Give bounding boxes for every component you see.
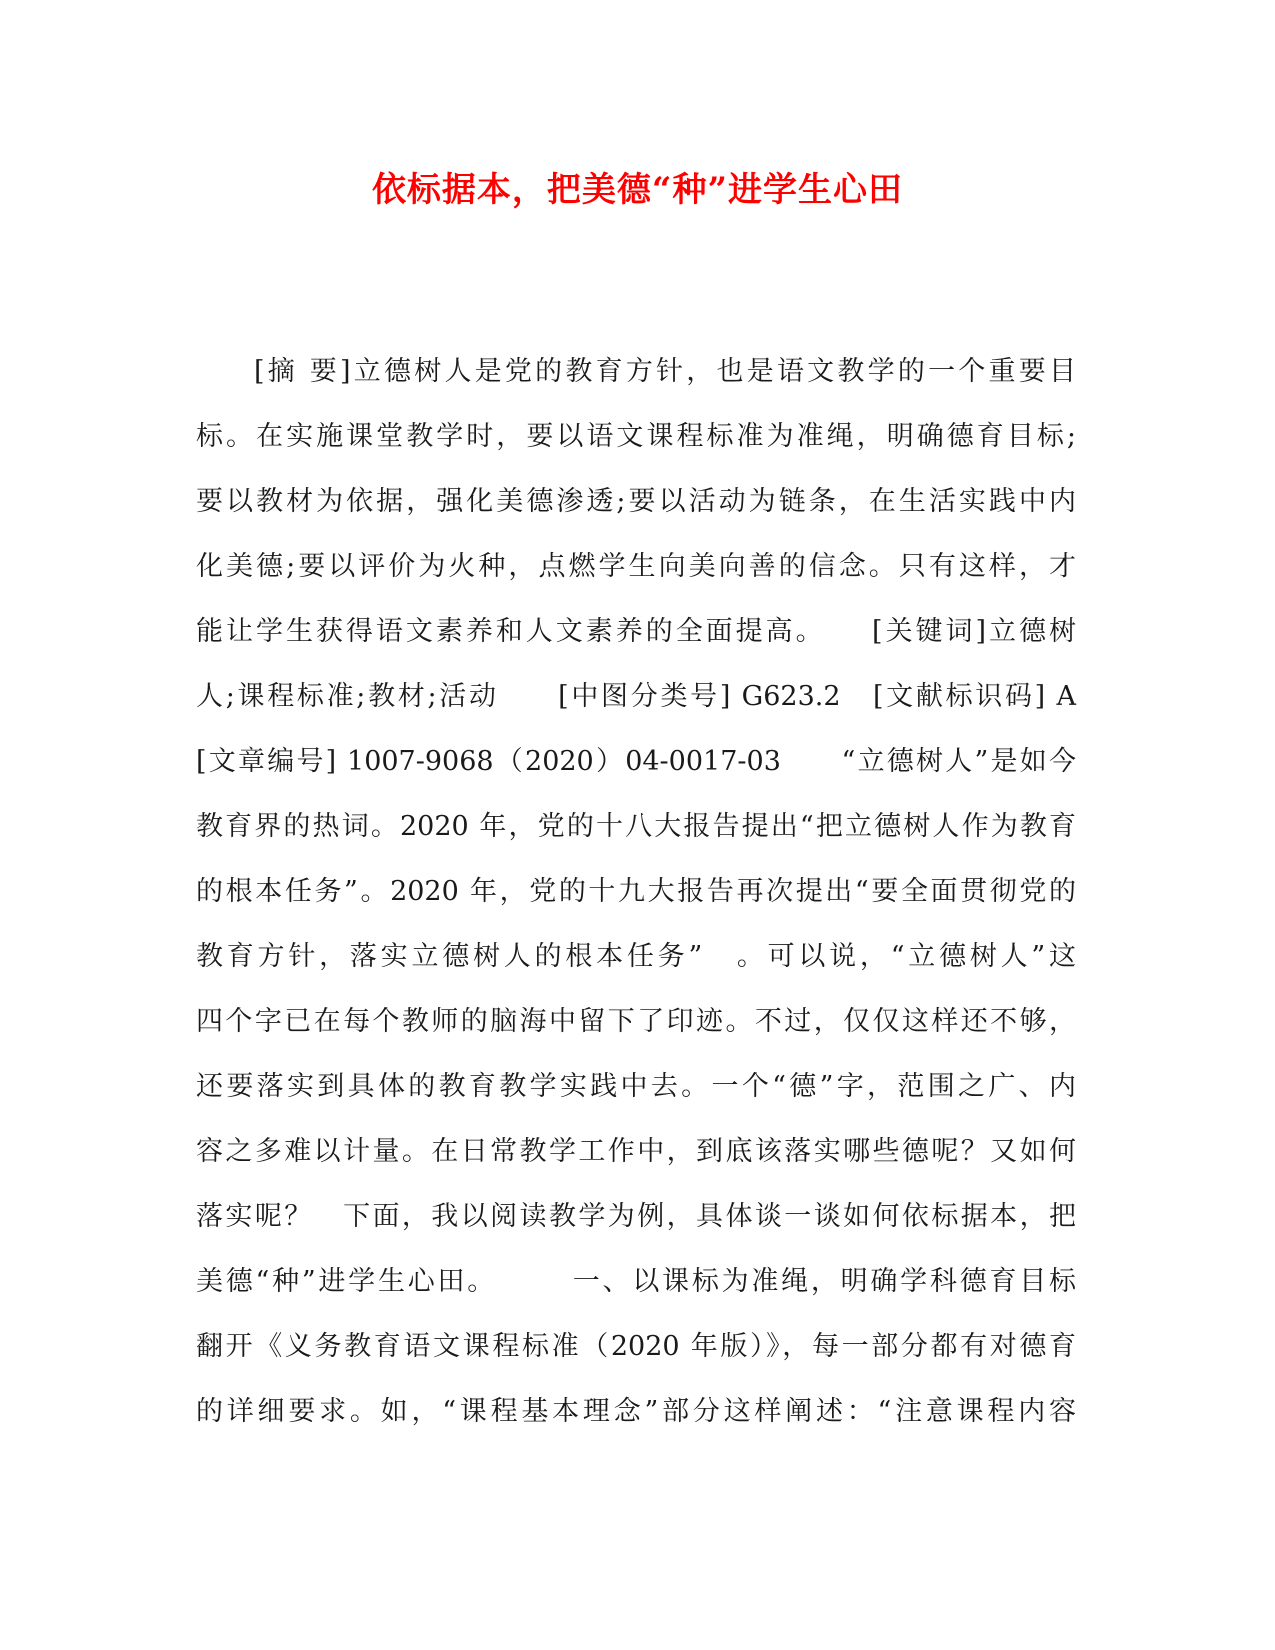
body-line: [摘 要]立德树人是党的教育方针，也是语文教学的一个重要目 [254, 356, 1076, 387]
body-line: 还要落实到具体的教育教学实践中去。一个“德”字，范围之广、内 [196, 1071, 1076, 1102]
body-line: 人;课程标准;教材;活动 [中图分类号] G623.2 [文献标识码] A [196, 681, 1076, 712]
body-line: 落实呢？ 下面，我以阅读教学为例，具体谈一谈如何依标据本，把 [196, 1201, 1076, 1232]
body-line: 翻开《义务教育语文课程标准（2020 年版）》，每一部分都有对德育 [196, 1331, 1076, 1362]
body-line: [文章编号] 1007-9068（2020）04-0017-03 “立德树人”是如今 [196, 746, 1076, 777]
body-line: 容之多难以计量。在日常教学工作中，到底该落实哪些德呢？又如何 [196, 1136, 1076, 1167]
document-title: 依标据本，把美德“种”进学生心田 [371, 170, 904, 210]
body-line: 四个字已在每个教师的脑海中留下了印迹。不过，仅仅这样还不够， [196, 1006, 1076, 1037]
body-text [196, 358, 1076, 1463]
body-line: 的根本任务”。2020 年，党的十九大报告再次提出“要全面贯彻党的 [196, 876, 1076, 907]
body-line: 要以教材为依据，强化美德渗透;要以活动为链条，在生活实践中内 [196, 486, 1076, 517]
body-line: 的详细要求。如，“课程基本理念”部分这样阐述：“注意课程内容 [196, 1396, 1076, 1427]
body-line: 化美德;要以评价为火种，点燃学生向美向善的信念。只有这样，才 [196, 551, 1076, 582]
body-line: 教育方针，落实立德树人的根本任务” 。可以说，“立德树人”这 [196, 941, 1076, 972]
body-line: 标。在实施课堂教学时，要以语文课程标准为准绳，明确德育目标; [196, 421, 1076, 452]
body-line: 美德“种”进学生心田。 一、以课标为准绳，明确学科德育目标 [196, 1266, 1076, 1297]
body-line: 教育界的热词。2020 年，党的十八大报告提出“把立德树人作为教育 [196, 811, 1076, 842]
body-line: 能让学生获得语文素养和人文素养的全面提高。 [关键词]立德树 [196, 616, 1076, 647]
